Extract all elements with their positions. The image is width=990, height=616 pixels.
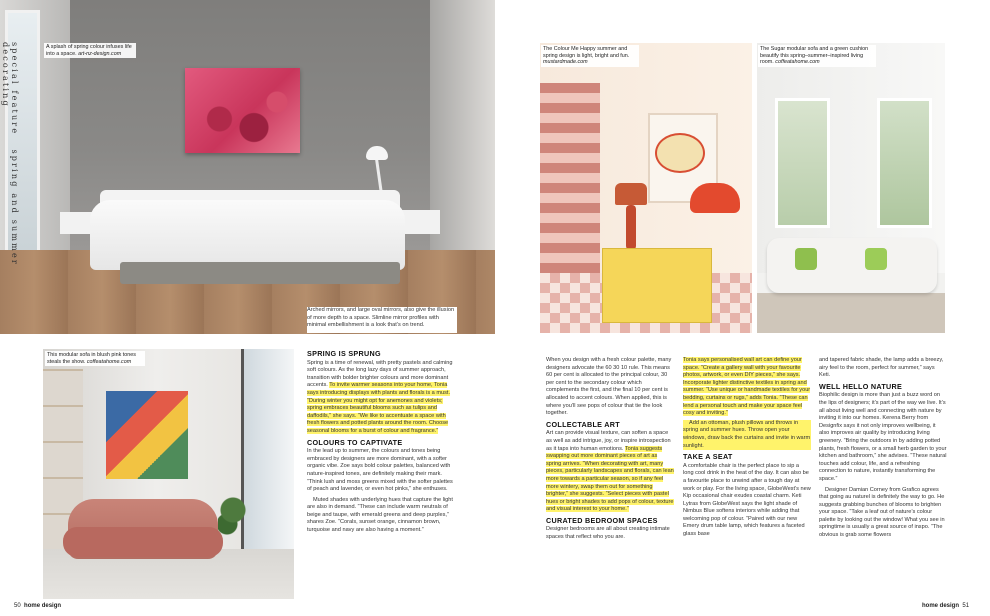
page-number: 51 bbox=[962, 603, 970, 609]
heading-curated-bedroom-spaces: CURATED BEDROOM SPACES bbox=[546, 515, 658, 525]
sofa-seat bbox=[63, 527, 223, 557]
column-1 bbox=[307, 347, 459, 538]
plant-icon bbox=[218, 489, 248, 559]
lamp-base bbox=[626, 205, 636, 250]
pink-artwork bbox=[185, 68, 300, 153]
paragraph-text: Art can provide visual texture, can soften a space as well as add intrigue, joy, or inspire introspection as it taps into human emotions. bbox=[546, 430, 671, 452]
bed bbox=[90, 200, 405, 270]
section-title-2: spring and summer decorating bbox=[1, 42, 19, 266]
paragraph: Muted shades with underlying hues that capture the light are also in demand. “These can include warm neutrals of beige and taupe, with emerald greens and deep purples,” shares Zoe. “Corals, sunset orange, cinnamon brown, turquoise and navy are also having a moment.” bbox=[307, 496, 453, 534]
right-wall bbox=[430, 0, 495, 280]
caption-text: The Sugar modular sofa and a green cushion beautify this spring–summer–inspired living room. bbox=[760, 46, 869, 66]
folio-left bbox=[14, 603, 61, 609]
paragraph: Designer Damian Corney from Grafico agrees that going au naturel is definitely the way to go. He suggests grabbing bunches of blooms to brighten your space. “Take a leaf out of nature’s colour palette by looking out the window! What you see in springtime is usually a great source of inspo. “The obvious is grab some flowers bbox=[819, 486, 945, 539]
white-sofa bbox=[767, 238, 937, 293]
section-title-1: special feature bbox=[10, 42, 19, 136]
magazine-name: home design bbox=[24, 603, 62, 609]
paragraph: Designer bedrooms are all about creating intimate spaces that reflect who you are. bbox=[546, 526, 670, 541]
caption-text: This modular sofa in blush pink tones steals the show. bbox=[47, 352, 136, 365]
caption-credit: art-nz-design.com bbox=[78, 50, 122, 57]
sugar-caption bbox=[758, 45, 876, 67]
caption-text: A splash of spring colour infuses life into a space. bbox=[46, 44, 132, 57]
highlighted-paragraph: Add an ottoman, plush pillows and throws in spring and summer hues. Throw open your windows, draw back the curtains and invite in warm sunlight. bbox=[683, 419, 811, 449]
colourful-artwork bbox=[106, 391, 188, 479]
caption-credit: mustardmade.com bbox=[543, 59, 588, 66]
caption-credit: coffeatahome.com bbox=[775, 59, 820, 66]
column-3 bbox=[683, 357, 811, 542]
mustard-cabinet-photo bbox=[540, 43, 752, 333]
paragraph: A comfortable chair is the perfect place to sip a long cool drink in the heat of the day. It can also be a favourite place to unwind after a tough day at work or play. For the living space, GlobeWest’s new Kip occasional chair exudes coastal charm. Keti Lytras from GlobeWest says the light shade of Nimbus Blue softens interiors while adding that welcoming pop of colour. “Paired with our new Emery drum table lamp, which features a faceted glass base bbox=[683, 462, 811, 538]
paragraph: When you design with a fresh colour palette, many designers advocate the 60 30 10 rule. This means 60 per cent is allocated to the principal colour, 30 per cent to the secondary colour which complements the first, and the final 10 per cent is allocated to accent colours. When applied, this is where you’ll see pops of colour that tie the look together. bbox=[546, 357, 672, 417]
window bbox=[241, 349, 294, 569]
highlighted-text: To invite warmer seasons into your home, Tonia says introducing displays with plants and florals is a must. “During winter you might opt for anemones and violets; spring embraces beautiful blooms such as tulips and daffodils,” she says. “We like to accentuate a space with fresh flowers and potted plants around the room. Choose seasonal blooms for a burst of colour and fragrance.” bbox=[307, 382, 451, 434]
paragraph-text: Spring is a time of renewal, with pretty pastels and calming soft colours. As the long lazy days of summer approach, transition with bolder brighter colours and more dominant accents. bbox=[307, 359, 453, 389]
green-cushion bbox=[795, 248, 817, 270]
sofa-photo bbox=[43, 349, 294, 599]
heading-spring-is-sprung: SPRING IS SPRUNG bbox=[307, 349, 381, 358]
highlighted-paragraph: Tonia says personalised wall art can define your space. “Create a gallery wall with your favourite photos, artwork, or even DIY pieces,” she says. Incorporate lighter distinctive textiles in spring and summer. “Use unique or handmade textiles for your bedding, curtains or rugs,” adds Tonia. “These can lend a personal touch and make your space feel cosy and inviting.” bbox=[683, 357, 811, 417]
mustard-caption bbox=[541, 45, 639, 67]
side-table bbox=[400, 210, 440, 234]
sofa-caption bbox=[45, 351, 145, 366]
heading-collectable-art: COLLECTABLE ART bbox=[546, 419, 620, 429]
hero-caption bbox=[44, 43, 136, 58]
intro-text bbox=[307, 307, 457, 333]
artwork-figure bbox=[655, 133, 705, 173]
paragraph bbox=[307, 360, 459, 436]
heading-colours-to-captivate: COLOURS TO CAPTIVATE bbox=[307, 437, 403, 447]
caption-credit: coffeatahome.com bbox=[86, 358, 132, 365]
paragraph: and tapered fabric shade, the lamp adds a breezy, airy feel to the room, perfect for summer,” says Keti. bbox=[819, 357, 944, 379]
window bbox=[775, 98, 830, 228]
lamp-icon bbox=[366, 146, 388, 160]
paragraph: In the lead up to summer, the colours and tones being embraced by designers are more dominant, with a softer organic vibe. Zoe says bold colour palettes, balanced with nature-inspired tones, are definitely making their mark. “Think lush and moss greens mixed with the softer palettes of peach and lavender, or even hot pinks,” she enthuses. bbox=[307, 448, 453, 493]
paragraph bbox=[546, 430, 674, 514]
green-cushion bbox=[865, 248, 887, 270]
striped-door bbox=[540, 83, 600, 273]
folio-right bbox=[922, 603, 969, 609]
lamp-icon bbox=[615, 183, 647, 205]
intro-paragraph: Arched mirrors, and large oval mirrors, also give the illusion of more depth to a space. Slimline mirror profiles with minimal embellishment is a look that’s on trend. bbox=[307, 307, 455, 329]
red-chair bbox=[690, 183, 740, 213]
column-4 bbox=[819, 357, 947, 543]
yellow-cabinet bbox=[602, 248, 712, 323]
floor bbox=[757, 293, 945, 333]
bed-base bbox=[120, 262, 400, 284]
paragraph: Biophilic design is more than just a buzz word on the lips of designers; it’s part of the way we live. It’s all about living well and connecting with nature by inviting it into our homes. Kerena Berry from Designfix says it not only improves wellbeing, it also improves air quality by introducing living greenery. “Bring the outdoors in by adding potted plants, fresh flowers, or a small herb garden to your kitchen and bathroom,” she advises. “These natural touches add colour, life, and a refreshing connection to nature, instantly transforming the space.” bbox=[819, 392, 947, 482]
magazine-name: home design bbox=[922, 603, 960, 609]
caption-text: The Colour Me Happy summer and spring design is light, bright and fun. bbox=[543, 46, 630, 59]
section-title bbox=[1, 42, 19, 322]
page-number: 50 bbox=[14, 603, 21, 609]
window bbox=[877, 98, 932, 228]
column-2 bbox=[546, 357, 674, 545]
sugar-sofa-photo bbox=[757, 43, 945, 333]
heading-well-hello-nature: WELL HELLO NATURE bbox=[819, 381, 903, 391]
heading-take-a-seat: TAKE A SEAT bbox=[683, 452, 733, 462]
highlighted-text: Tonia suggests swapping out more dominant pieces of art as spring arrives. “When decorating with art, many pieces, particularly landscapes and florals, can lean more towards a particular season, so if any feel more wintery, swap them out for something brighter,” she suggests. “Select pieces with pastel hues or bright shades to add pops of colour, texture and visual interest to your home.” bbox=[546, 445, 674, 513]
